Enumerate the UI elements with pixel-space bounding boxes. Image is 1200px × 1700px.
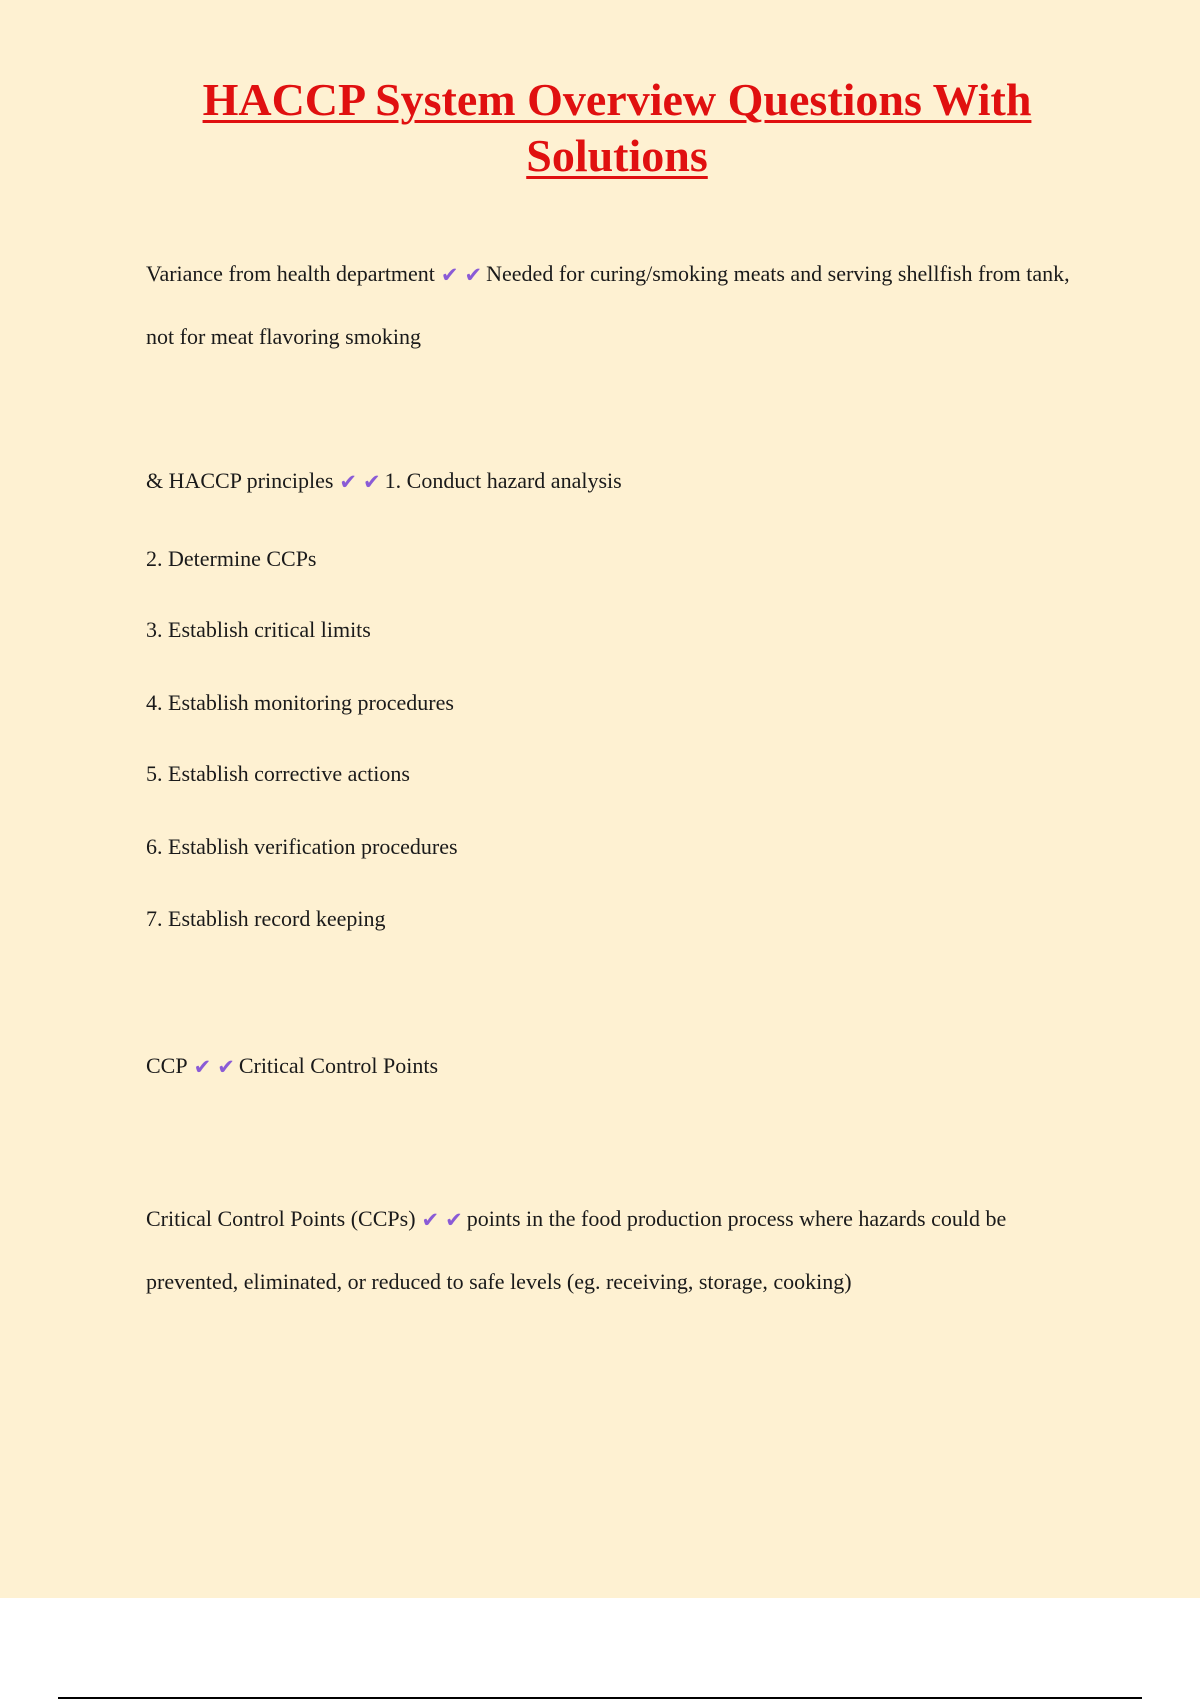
check-icon: ✔ — [339, 470, 358, 494]
answer-text: Needed for curing/smoking meats and serving shellfish from tank, not for meat flavoring smoking — [146, 261, 1070, 349]
answer-text: 1. Conduct hazard analysis — [384, 468, 622, 493]
check-icon: ✔ — [421, 1208, 440, 1232]
qa-item-ccp — [146, 1051, 1086, 1082]
question-text: Variance from health department — [146, 261, 435, 286]
answer-text: points in the food production process where hazards could be prevented, eliminated, or reduced to safe levels (eg. receiving, storage, cooking) — [146, 1206, 1007, 1294]
list-item: 6. Establish verification procedures — [146, 834, 458, 859]
check-icon: ✔ — [440, 263, 459, 287]
check-icon: ✔ — [363, 470, 381, 494]
title-line-2: Solutions — [526, 130, 708, 181]
list-item: 5. Establish corrective actions — [146, 761, 410, 786]
list-item: 2. Determine CCPs — [146, 546, 317, 571]
qa-item-variance — [146, 243, 1086, 367]
qa-item-haccp-principles — [146, 466, 1086, 497]
footer-divider — [58, 1697, 1142, 1699]
question-text: CCP — [146, 1053, 188, 1078]
qa-item-critical-control-points — [146, 1188, 1096, 1312]
question-text: Critical Control Points (CCPs) — [146, 1206, 416, 1231]
title-line-1: HACCP System Overview Questions With — [202, 74, 1032, 125]
check-icon: ✔ — [445, 1208, 463, 1232]
list-item: 3. Establish critical limits — [146, 617, 371, 642]
answer-text: Critical Control Points — [238, 1053, 439, 1078]
check-icon: ✔ — [193, 1055, 212, 1079]
document-title — [0, 72, 1200, 184]
list-item: 7. Establish record keeping — [146, 906, 386, 931]
question-text: & HACCP principles — [146, 468, 334, 493]
list-item: 4. Establish monitoring procedures — [146, 690, 454, 715]
check-icon: ✔ — [217, 1055, 235, 1079]
check-icon: ✔ — [464, 263, 483, 287]
